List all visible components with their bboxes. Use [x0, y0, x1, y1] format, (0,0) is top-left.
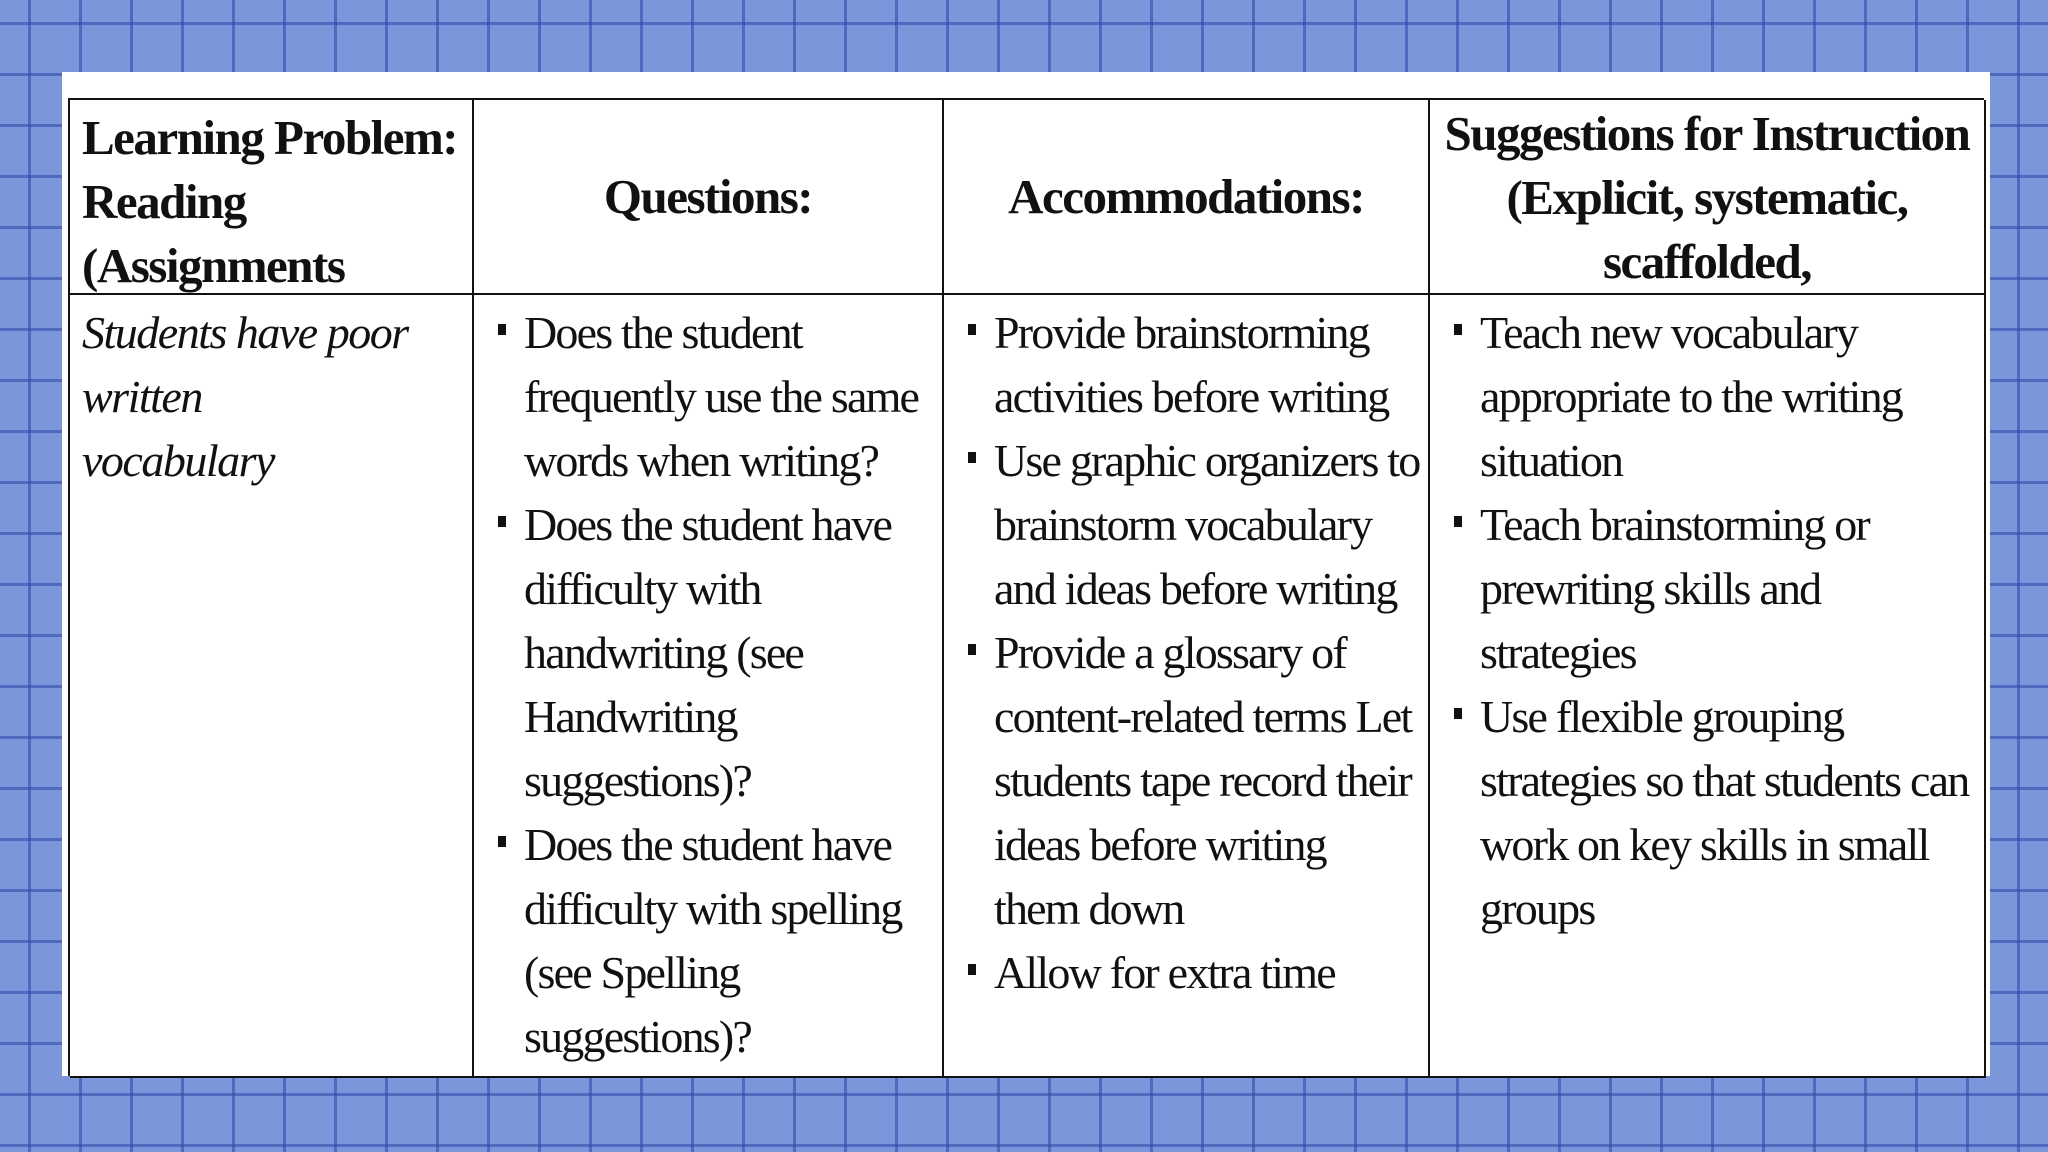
accommodation-item — [966, 429, 1420, 621]
header-suggestions-line-2: (Explicit, systematic, scaffolded, — [1506, 170, 1908, 289]
square-bullet-icon — [968, 964, 976, 975]
question-text: Does the student frequently use the same words when writing? — [524, 307, 919, 486]
problem-line-1: Students have poor written — [82, 307, 408, 422]
square-bullet-icon — [968, 644, 976, 655]
square-bullet-icon — [968, 452, 976, 463]
accommodation-item — [966, 301, 1420, 429]
question-text: Does the student have difficulty with spelling (see Spelling suggestions)? — [524, 819, 902, 1062]
header-suggestions-line-1: Suggestions for Instruction — [1444, 106, 1970, 161]
header-suggestions — [1430, 100, 1986, 295]
suggestion-item — [1452, 301, 1976, 493]
header-questions-label: Questions: — [603, 168, 813, 224]
accommodation-item — [966, 621, 1420, 941]
square-bullet-icon — [1454, 516, 1462, 527]
header-accommodations — [944, 100, 1430, 295]
square-bullet-icon — [498, 516, 506, 527]
suggestion-text: Teach brainstorming or prewriting skills and strategies — [1480, 499, 1869, 678]
learning-problem-table — [68, 98, 1984, 1076]
header-questions — [474, 100, 944, 295]
question-text: Does the student have difficulty with handwriting (see Handwriting suggestions)? — [524, 499, 892, 806]
suggestion-text: Use flexible grouping strategies so that students can work on key skills in small groups — [1480, 691, 1969, 934]
header-problem-line-1: Learning Problem: — [82, 110, 458, 165]
question-item — [496, 813, 934, 1069]
suggestion-item — [1452, 493, 1976, 685]
square-bullet-icon — [1454, 708, 1462, 719]
header-accommodations-label: Accommodations: — [1008, 168, 1364, 224]
square-bullet-icon — [498, 836, 506, 847]
square-bullet-icon — [968, 324, 976, 335]
suggestions-cell — [1430, 295, 1986, 1078]
accommodation-item — [966, 941, 1420, 1005]
header-problem-line-2: Reading (Assignments — [82, 174, 345, 293]
suggestion-item — [1452, 685, 1976, 941]
questions-cell — [474, 295, 944, 1078]
accommodation-text: Provide a glossary of content-related terms Let students tape record their ideas before writing them down — [994, 627, 1412, 934]
problem-description — [70, 295, 474, 1078]
questions-list — [474, 295, 942, 1069]
header-learning-problem — [70, 100, 474, 295]
square-bullet-icon — [498, 324, 506, 335]
accommodations-cell — [944, 295, 1430, 1078]
accommodations-list — [944, 295, 1428, 1005]
accommodation-text: Provide brainstorming activities before writing — [994, 307, 1389, 422]
problem-line-2: vocabulary — [82, 435, 274, 486]
square-bullet-icon — [1454, 324, 1462, 335]
question-item — [496, 301, 934, 493]
suggestions-list — [1430, 295, 1984, 941]
accommodation-text: Use graphic organizers to brainstorm vocabulary and ideas before writing — [994, 435, 1420, 614]
accommodation-text: Allow for extra time — [994, 947, 1335, 998]
question-item — [496, 493, 934, 813]
slide-panel — [62, 72, 1990, 1076]
suggestion-text: Teach new vocabulary appropriate to the writing situation — [1480, 307, 1903, 486]
